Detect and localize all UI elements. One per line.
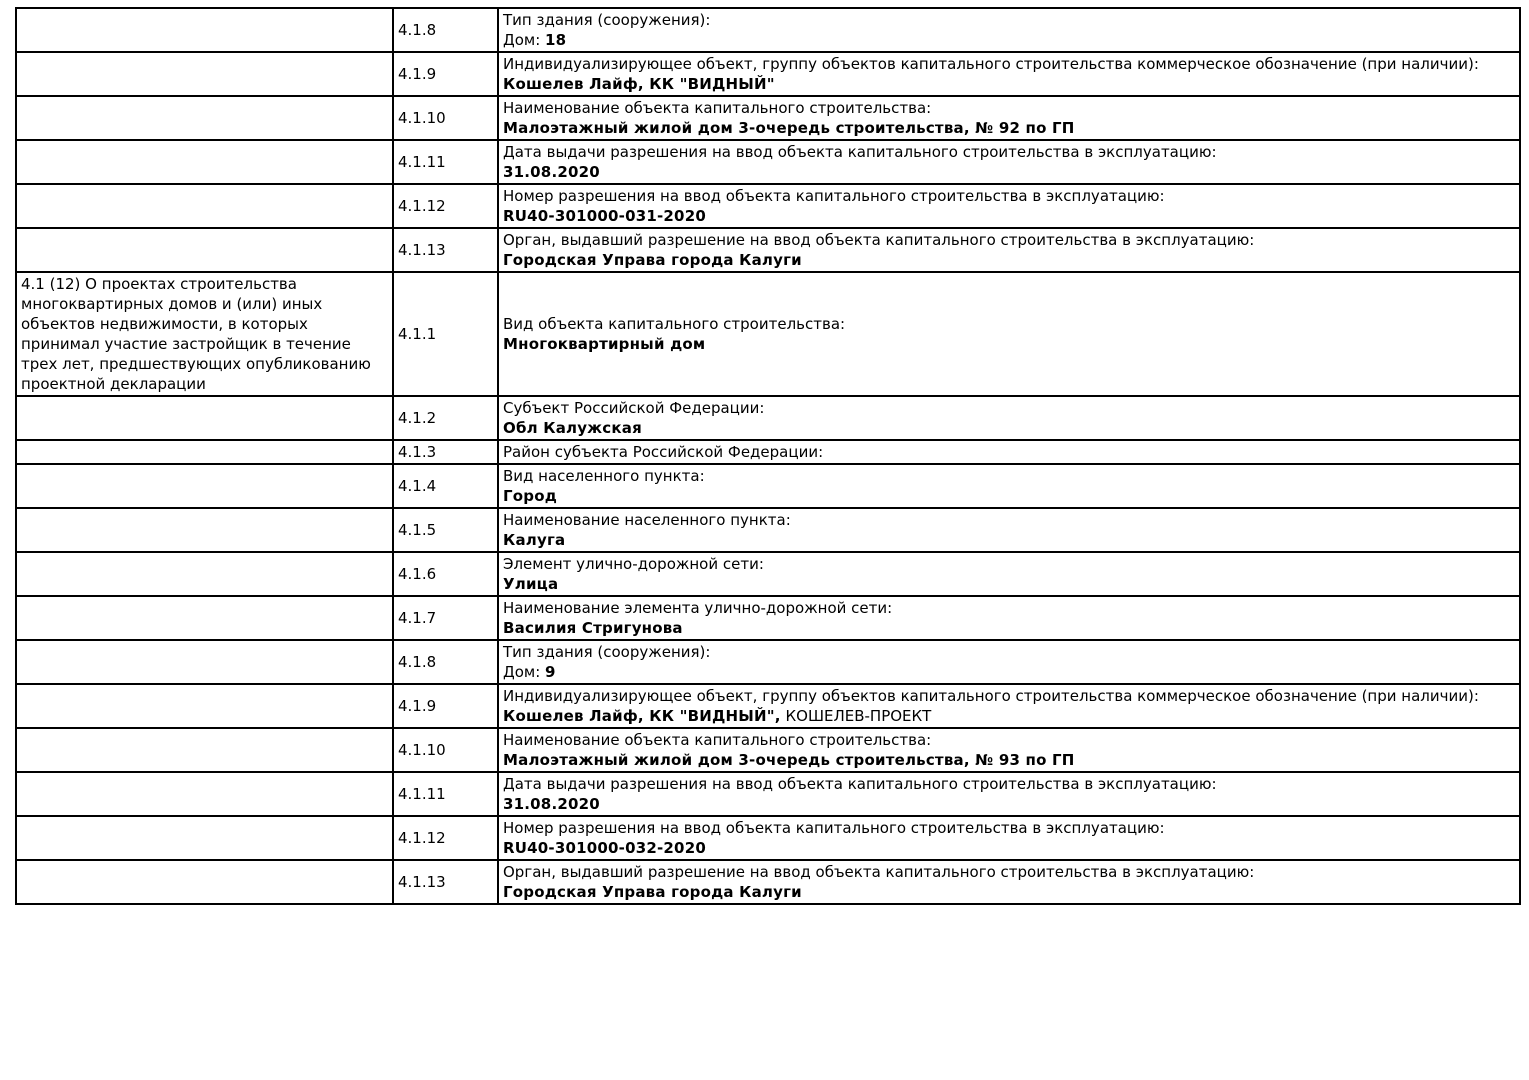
- content-cell: [498, 728, 1520, 772]
- field-label: Орган, выдавший разрешение на ввод объекта капитального строительства в эксплуатацию:: [503, 863, 1255, 881]
- row-code: 4.1.8: [393, 8, 498, 52]
- content-cell: [498, 184, 1520, 228]
- section-cell: [16, 464, 393, 508]
- row-code: 4.1.12: [393, 816, 498, 860]
- content-cell: [498, 816, 1520, 860]
- table-row: [16, 440, 1520, 464]
- field-value: [503, 706, 1515, 726]
- section-cell: [16, 508, 393, 552]
- content-cell: [498, 772, 1520, 816]
- table-row: [16, 816, 1520, 860]
- table-row: [16, 228, 1520, 272]
- value-bold: Кошелев Лайф, КК "ВИДНЫЙ": [503, 75, 775, 93]
- value-bold: 9: [545, 663, 556, 681]
- section-cell: [16, 772, 393, 816]
- section-cell: [16, 96, 393, 140]
- value-bold: Малоэтажный жилой дом 3-очередь строительства, № 93 по ГП: [503, 751, 1075, 769]
- content-cell: [498, 396, 1520, 440]
- field-value: [503, 750, 1515, 770]
- field-value: [503, 162, 1515, 182]
- row-code: 4.1.13: [393, 860, 498, 904]
- section-cell: [16, 552, 393, 596]
- section-cell: [16, 396, 393, 440]
- content-cell: [498, 140, 1520, 184]
- field-value: [503, 250, 1515, 270]
- table-row: [16, 464, 1520, 508]
- content-cell: [498, 508, 1520, 552]
- content-cell: [498, 464, 1520, 508]
- content-cell: [498, 684, 1520, 728]
- field-value: [503, 574, 1515, 594]
- value-bold: RU40-301000-031-2020: [503, 207, 706, 225]
- row-code: 4.1.1: [393, 272, 498, 396]
- field-label: Наименование населенного пункта:: [503, 511, 791, 529]
- value-bold: Калуга: [503, 531, 566, 549]
- field-value: [503, 838, 1515, 858]
- section-cell: [16, 596, 393, 640]
- field-value: [503, 486, 1515, 506]
- value-bold: Кошелев Лайф, КК "ВИДНЫЙ",: [503, 707, 781, 725]
- field-value: [503, 662, 1515, 682]
- section-cell: [16, 860, 393, 904]
- content-cell: [498, 440, 1520, 464]
- project-declaration-table: [15, 7, 1521, 905]
- field-value: [503, 794, 1515, 814]
- table-row: [16, 140, 1520, 184]
- row-code: 4.1.9: [393, 684, 498, 728]
- content-cell: [498, 552, 1520, 596]
- field-value: [503, 618, 1515, 638]
- row-code: 4.1.6: [393, 552, 498, 596]
- row-code: 4.1.8: [393, 640, 498, 684]
- row-code: 4.1.13: [393, 228, 498, 272]
- row-code: 4.1.3: [393, 440, 498, 464]
- table-row: [16, 52, 1520, 96]
- row-code: 4.1.4: [393, 464, 498, 508]
- table-row: [16, 96, 1520, 140]
- table-row: [16, 728, 1520, 772]
- table-row: [16, 272, 1520, 396]
- field-label: Наименование объекта капитального строительства:: [503, 99, 932, 117]
- value-bold: 31.08.2020: [503, 795, 600, 813]
- field-value: [503, 206, 1515, 226]
- section-cell: [16, 440, 393, 464]
- field-label: Индивидуализирующее объект, группу объектов капитального строительства коммерческое обозначение (при наличии):: [503, 55, 1479, 73]
- field-value: [503, 882, 1515, 902]
- field-value: [503, 118, 1515, 138]
- field-label: Номер разрешения на ввод объекта капитального строительства в эксплуатацию:: [503, 187, 1165, 205]
- table-row: [16, 552, 1520, 596]
- value-bold: Малоэтажный жилой дом 3-очередь строительства, № 92 по ГП: [503, 119, 1075, 137]
- row-code: 4.1.7: [393, 596, 498, 640]
- table-row: [16, 596, 1520, 640]
- field-label: Дата выдачи разрешения на ввод объекта капитального строительства в эксплуатацию:: [503, 775, 1217, 793]
- field-value: [503, 74, 1515, 94]
- field-label: Тип здания (сооружения):: [503, 643, 711, 661]
- content-cell: [498, 8, 1520, 52]
- value-bold: Многоквартирный дом: [503, 335, 706, 353]
- section-cell: [16, 8, 393, 52]
- row-code: 4.1.12: [393, 184, 498, 228]
- table-row: [16, 684, 1520, 728]
- value-bold: Городская Управа города Калуги: [503, 883, 802, 901]
- section-cell: [16, 684, 393, 728]
- content-cell: [498, 860, 1520, 904]
- value-bold: Город: [503, 487, 558, 505]
- field-label: Наименование объекта капитального строительства:: [503, 731, 932, 749]
- value-bold: Улица: [503, 575, 559, 593]
- row-code: 4.1.9: [393, 52, 498, 96]
- field-label: Номер разрешения на ввод объекта капитального строительства в эксплуатацию:: [503, 819, 1165, 837]
- value-prefix: Дом:: [503, 31, 546, 49]
- content-cell: [498, 96, 1520, 140]
- field-label: Субъект Российской Федерации:: [503, 399, 765, 417]
- section-cell: [16, 52, 393, 96]
- table-row: [16, 184, 1520, 228]
- section-label: 4.1 (12) О проектах строительства многоквартирных домов и (или) иных объектов недвижимости, в которых принимал участие застройщик в течение трех лет, предшествующих опубликованию проектной декларации: [21, 275, 371, 393]
- content-cell: [498, 596, 1520, 640]
- section-cell: [16, 140, 393, 184]
- value-bold: Василия Стригунова: [503, 619, 683, 637]
- value-suffix: КОШЕЛЕВ-ПРОЕКТ: [780, 707, 932, 725]
- content-cell: [498, 640, 1520, 684]
- field-label: Индивидуализирующее объект, группу объектов капитального строительства коммерческое обозначение (при наличии):: [503, 687, 1479, 705]
- field-label: Элемент улично-дорожной сети:: [503, 555, 764, 573]
- section-cell: [16, 728, 393, 772]
- field-label: Наименование элемента улично-дорожной сети:: [503, 599, 893, 617]
- field-value: [503, 334, 1515, 354]
- table-row: [16, 860, 1520, 904]
- field-value: [503, 30, 1515, 50]
- section-cell: [16, 816, 393, 860]
- value-bold: Городская Управа города Калуги: [503, 251, 802, 269]
- value-prefix: Дом:: [503, 663, 546, 681]
- field-label: Тип здания (сооружения):: [503, 11, 711, 29]
- table-row: [16, 772, 1520, 816]
- section-cell: [16, 640, 393, 684]
- field-value: [503, 418, 1515, 438]
- row-code: 4.1.11: [393, 772, 498, 816]
- row-code: 4.1.5: [393, 508, 498, 552]
- table-row: [16, 640, 1520, 684]
- section-cell: [16, 184, 393, 228]
- value-bold: Обл Калужская: [503, 419, 642, 437]
- row-code: 4.1.10: [393, 96, 498, 140]
- content-cell: [498, 272, 1520, 396]
- content-cell: [498, 52, 1520, 96]
- field-label: Дата выдачи разрешения на ввод объекта капитального строительства в эксплуатацию:: [503, 143, 1217, 161]
- value-bold: RU40-301000-032-2020: [503, 839, 706, 857]
- row-code: 4.1.11: [393, 140, 498, 184]
- section-cell: [16, 228, 393, 272]
- table-row: [16, 8, 1520, 52]
- field-label: Район субъекта Российской Федерации:: [503, 443, 824, 461]
- row-code: 4.1.2: [393, 396, 498, 440]
- field-label: Орган, выдавший разрешение на ввод объекта капитального строительства в эксплуатацию:: [503, 231, 1255, 249]
- table-body: [16, 8, 1520, 904]
- value-bold: 31.08.2020: [503, 163, 600, 181]
- table-row: [16, 508, 1520, 552]
- table-row: [16, 396, 1520, 440]
- field-label: Вид населенного пункта:: [503, 467, 705, 485]
- field-value: [503, 530, 1515, 550]
- section-cell: [16, 272, 393, 396]
- value-bold: 18: [545, 31, 567, 49]
- row-code: 4.1.10: [393, 728, 498, 772]
- content-cell: [498, 228, 1520, 272]
- field-label: Вид объекта капитального строительства:: [503, 315, 846, 333]
